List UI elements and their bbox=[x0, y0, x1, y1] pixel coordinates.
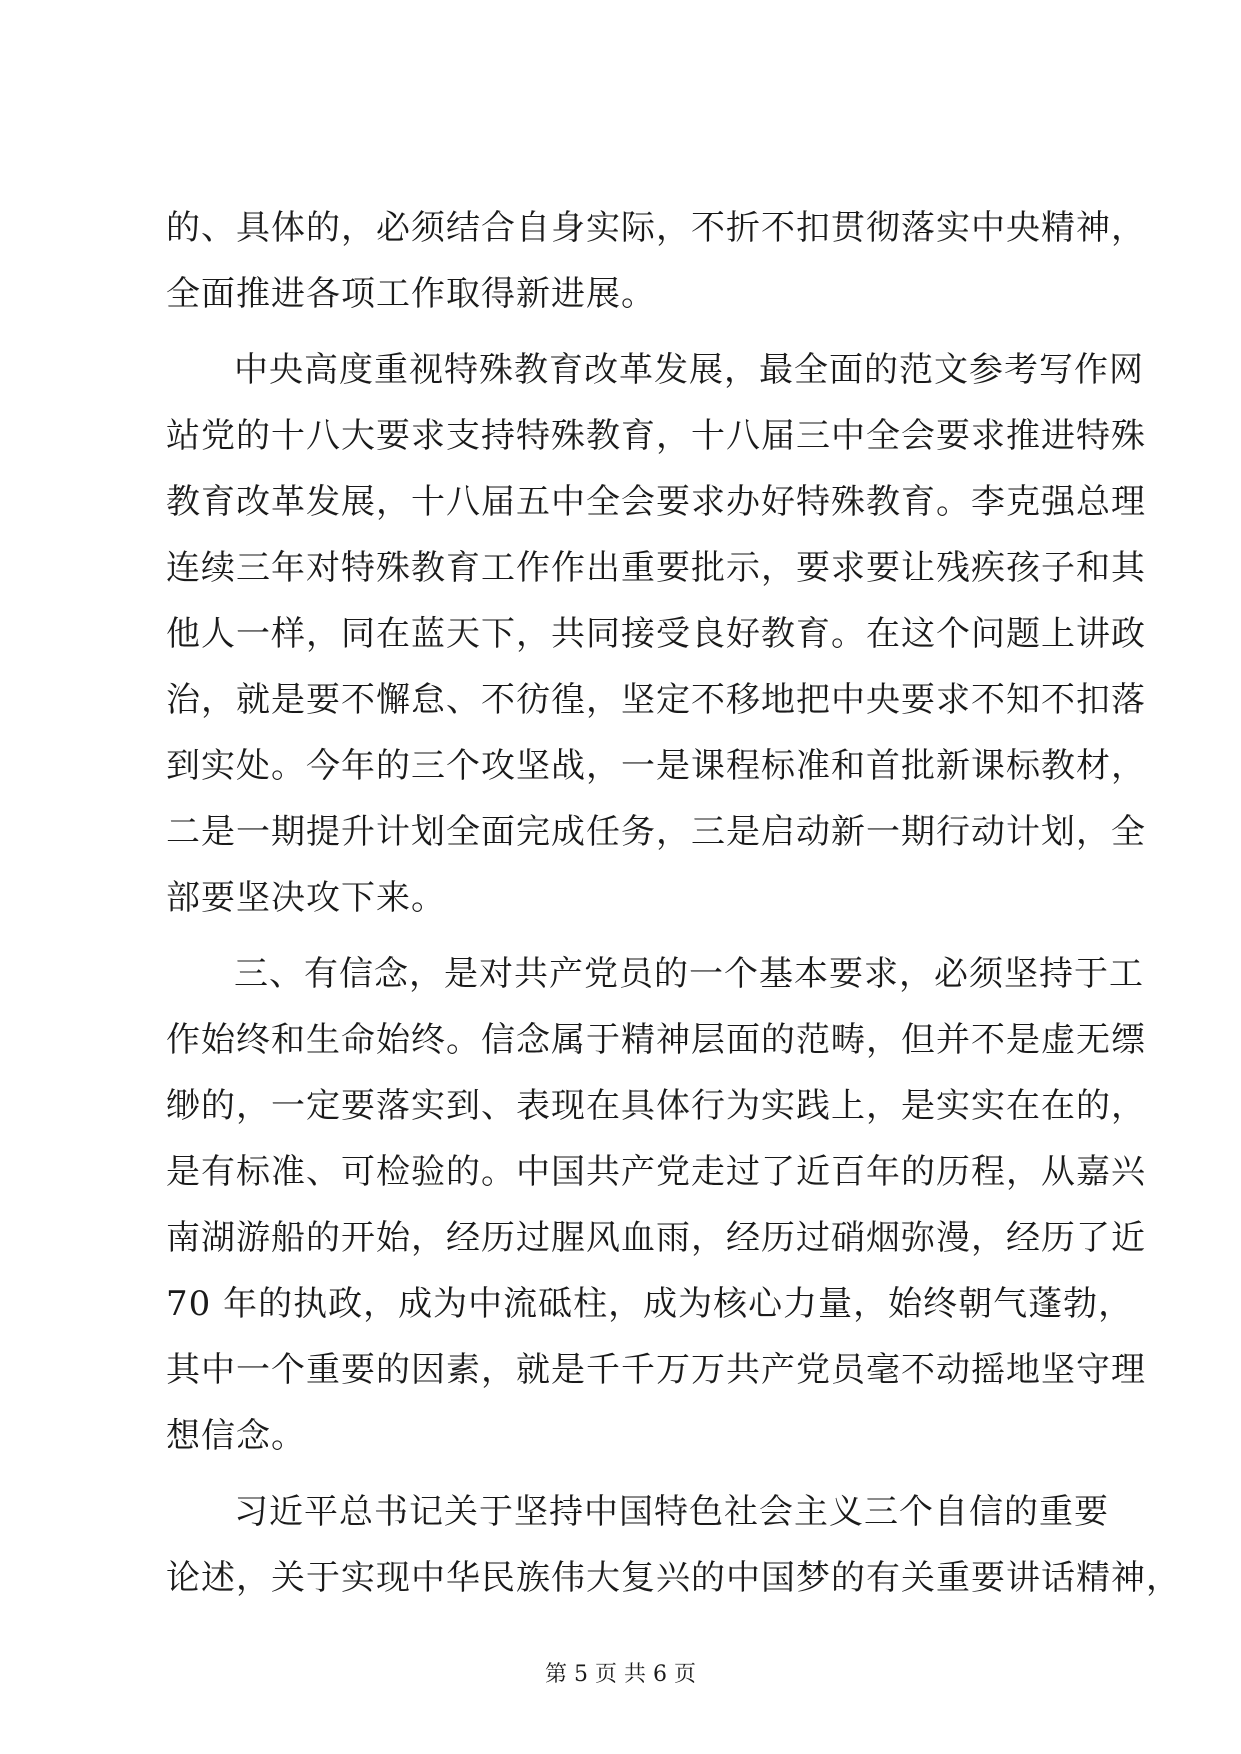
paragraph-3-line-1: 三、有信念，是对共产党员的一个基本要求，必须坚持于工 bbox=[234, 954, 1144, 994]
paragraph-3-line-8: 想信念。 bbox=[166, 1416, 306, 1456]
paragraph-2-line-8: 二是一期提升计划全面完成任务，三是启动新一期行动计划，全 bbox=[166, 812, 1146, 852]
paragraph-3-line-4: 是有标准、可检验的。中国共产党走过了近百年的历程，从嘉兴 bbox=[166, 1152, 1146, 1192]
paragraph-2-line-1: 中央高度重视特殊教育改革发展，最全面的范文参考写作网 bbox=[234, 350, 1144, 390]
paragraph-3-line-5: 南湖游船的开始，经历过腥风血雨，经历过硝烟弥漫，经历了近 bbox=[166, 1218, 1146, 1258]
paragraph-2-line-3: 教育改革发展，十八届五中全会要求办好特殊教育。李克强总理 bbox=[166, 482, 1146, 522]
paragraph-1-line-1: 的、具体的，必须结合自身实际，不折不扣贯彻落实中央精神， bbox=[166, 208, 1146, 248]
paragraph-4-line-2: 论述，关于实现中华民族伟大复兴的中国梦的有关重要讲话精神， bbox=[166, 1558, 1181, 1598]
paragraph-2-line-5: 他人一样，同在蓝天下，共同接受良好教育。在这个问题上讲政 bbox=[166, 614, 1146, 654]
paragraph-2-line-9: 部要坚决攻下来。 bbox=[166, 878, 446, 918]
paragraph-2-line-4: 连续三年对特殊教育工作作出重要批示，要求要让残疾孩子和其 bbox=[166, 548, 1146, 588]
paragraph-2-line-2: 站党的十八大要求支持特殊教育，十八届三中全会要求推进特殊 bbox=[166, 416, 1146, 456]
paragraph-3-line-7: 其中一个重要的因素，就是千千万万共产党员毫不动摇地坚守理 bbox=[166, 1350, 1146, 1390]
paragraph-3-line-3: 缈的，一定要落实到、表现在具体行为实践上，是实实在在的， bbox=[166, 1086, 1146, 1126]
paragraph-2-line-7: 到实处。今年的三个攻坚战，一是课程标准和首批新课标教材， bbox=[166, 746, 1146, 786]
paragraph-4-line-1: 习近平总书记关于坚持中国特色社会主义三个自信的重要 bbox=[234, 1492, 1109, 1532]
paragraph-2-line-6: 治，就是要不懈怠、不彷徨，坚定不移地把中央要求不知不扣落 bbox=[166, 680, 1146, 720]
paragraph-3-line-6: 70 年的执政，成为中流砥柱，成为核心力量，始终朝气蓬勃， bbox=[166, 1284, 1134, 1324]
paragraph-3-line-2: 作始终和生命始终。信念属于精神层面的范畴，但并不是虚无缥 bbox=[166, 1020, 1146, 1060]
paragraph-1-line-2: 全面推进各项工作取得新进展。 bbox=[166, 274, 656, 314]
page-number-footer: 第 5 页 共 6 页 bbox=[545, 1662, 696, 1687]
